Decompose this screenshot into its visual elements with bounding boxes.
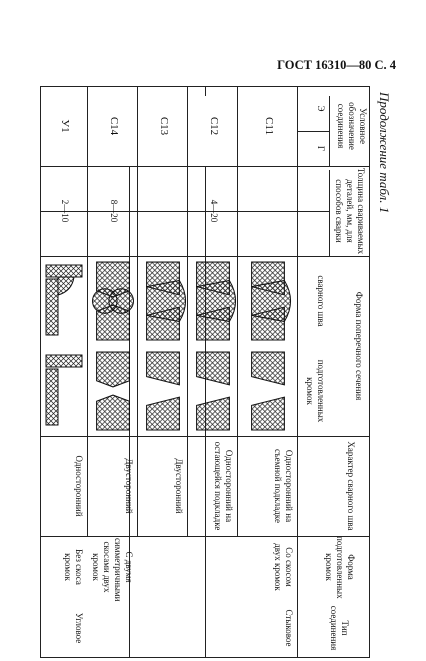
page-header: ГОСТ 16310—80 С. 4: [277, 58, 396, 72]
header-cross-section: Форма поперечного сечения: [354, 291, 364, 401]
prepared-edge-sketch: [140, 350, 186, 432]
table-caption: Продолжение табл. 1: [377, 92, 392, 214]
prepared-edge-sketch: [90, 350, 136, 432]
joint-type: Угловое: [74, 612, 84, 644]
welding-table: [40, 86, 370, 658]
weld-section-sketch: [190, 260, 236, 342]
weld-section-sketch: [240, 260, 296, 342]
weld-character: Двусторонний: [174, 458, 184, 514]
header-thickness: Толщина свариваемых деталей, мм, для способов сварки: [334, 167, 366, 255]
thickness-value: 2—10: [60, 199, 70, 223]
edge-shape: С двумя симметричными скосами двух кромок: [91, 538, 134, 602]
header-prepared-edges: подготовленных кромок: [305, 359, 326, 423]
thickness-value: 8—20: [109, 199, 119, 223]
weld-character: Односторонний: [74, 455, 84, 517]
joint-code: С11: [263, 117, 275, 135]
weld-character: Двусторонний: [124, 458, 134, 514]
weld-character: Односторонний на остающейся подкладке: [213, 441, 234, 531]
joint-code: С12: [208, 116, 220, 136]
prepared-edge-sketch: [190, 350, 236, 432]
joint-code: С13: [158, 116, 170, 136]
header-edge-shape: Форма подготовленных кромок: [324, 536, 356, 599]
prepared-edge-sketch: [42, 350, 86, 432]
header-code: Условное обозначение соединения: [336, 102, 368, 150]
header-weld-character: Характер сварного шва: [346, 441, 356, 531]
header-method-g: Г: [316, 145, 326, 152]
header-weld: сварного шва: [316, 275, 326, 327]
weld-character: Односторонний на съемной подкладке: [273, 449, 294, 523]
weld-section-sketch: [140, 260, 186, 342]
edge-shape: Без скоса кромок: [63, 549, 84, 585]
weld-section-sketch: [42, 260, 86, 342]
edge-shape: Со скосом двух кромок: [273, 543, 294, 591]
weld-section-sketch: [90, 260, 136, 342]
joint-code: С14: [108, 116, 120, 136]
header-joint-type: Тип соединения: [329, 605, 350, 651]
joint-code: У1: [59, 119, 71, 133]
thickness-value: 4—20: [209, 199, 219, 223]
prepared-edge-sketch: [240, 350, 296, 432]
header-method-e: Э: [316, 105, 326, 112]
joint-type: Стыковое: [284, 609, 294, 647]
